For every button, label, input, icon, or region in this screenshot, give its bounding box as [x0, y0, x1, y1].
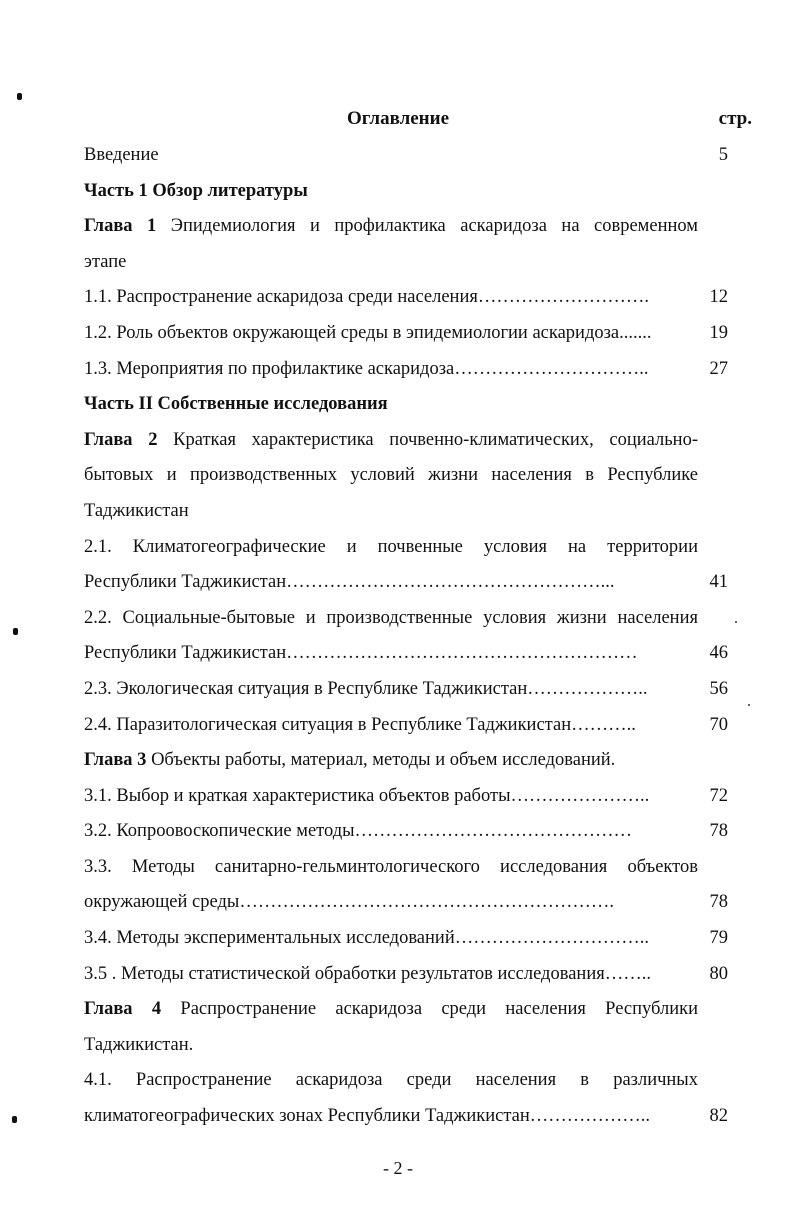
toc-entry-page: 70 [709, 714, 728, 735]
toc-entry-text: этапе [84, 251, 127, 272]
table-of-contents [84, 138, 744, 1135]
toc-entry [84, 138, 744, 174]
toc-entry-text: 2.4. Паразитологическая ситуация в Республике Таджикистан……….. [84, 714, 636, 735]
toc-entry-text: Часть 1 Обзор литературы [84, 180, 308, 201]
toc-chapter-heading [84, 423, 744, 459]
toc-entry-page: 79 [709, 928, 728, 949]
toc-chapter-heading [84, 992, 744, 1028]
toc-title: Оглавление [346, 108, 450, 129]
toc-entry [84, 957, 744, 993]
scan-mark [12, 1116, 17, 1123]
toc-part-heading [84, 387, 744, 423]
toc-entry-text: Таджикистан [84, 500, 189, 521]
toc-entry-text: 2.1. Климатогеографические и почвенные условия на территории [84, 536, 698, 557]
toc-entry-text: 1.1. Распространение аскаридоза среди населения………………………. [84, 287, 649, 308]
toc-entry-text: бытовых и производственных условий жизни населения в Республике [84, 465, 698, 486]
toc-entry [84, 530, 744, 566]
toc-part-heading [84, 174, 744, 210]
toc-entry-text: 4.1. Распространение аскаридоза среди населения в различных [84, 1070, 698, 1091]
toc-entry-page: 78 [709, 892, 728, 913]
toc-entry-page: 19 [709, 322, 728, 343]
toc-entry-page: 78 [709, 821, 728, 842]
toc-entry [84, 1099, 744, 1135]
toc-entry-page: 12 [709, 287, 728, 308]
page-column-header: стр. [718, 108, 752, 129]
toc-entry [84, 885, 744, 921]
toc-chapter-heading [84, 743, 744, 779]
toc-entry-page: 82 [709, 1106, 728, 1127]
toc-entry-page: 27 [709, 358, 728, 379]
toc-entry-text: Эпидемиология и профилактика аскаридоза на современном [156, 216, 698, 237]
toc-entry [84, 708, 744, 744]
toc-entry [84, 636, 744, 672]
toc-entry [84, 352, 744, 388]
scan-speck [748, 704, 750, 706]
toc-entry-page: 5 [718, 145, 728, 165]
toc-entry-text: окружающей среды……………………………………………………. [84, 892, 614, 913]
toc-entry-text: климатогеографических зонах Республики Таджикистан……………….. [84, 1106, 651, 1127]
toc-entry [84, 494, 744, 530]
toc-entry [84, 601, 744, 637]
toc-entry-text: 2.3. Экологическая ситуация в Республике Таджикистан……………….. [84, 678, 648, 699]
toc-entry [84, 1063, 744, 1099]
chapter-label: Глава 2 [84, 429, 158, 450]
toc-entry-text: Республики Таджикистан………………………………………………… [84, 643, 638, 664]
toc-entry-page: 41 [709, 572, 728, 593]
chapter-label: Глава 1 [84, 216, 157, 237]
toc-entry [84, 245, 744, 281]
toc-entry-text: 3.1. Выбор и краткая характеристика объектов работы………………….. [84, 785, 650, 806]
toc-entry-text: 1.2. Роль объектов окружающей среды в эпидемиологии аскаридоза....... [84, 322, 652, 343]
toc-entry [84, 779, 744, 815]
toc-entry-text: Краткая характеристика почвенно-климатических, социально- [157, 429, 698, 450]
toc-entry-text: 2.2. Социальные-бытовые и производственные условия жизни населения [84, 607, 698, 628]
toc-entry-text: Часть II Собственные исследования [84, 394, 388, 415]
toc-entry-page: 56 [709, 678, 728, 699]
toc-entry [84, 672, 744, 708]
toc-entry-text: 3.3. Методы санитарно-гельминтологического исследования объектов [84, 856, 698, 877]
toc-entry-text: 3.2. Копроовоскопические методы……………………………………… [84, 821, 633, 842]
scan-mark [13, 628, 18, 635]
toc-entry-page: 72 [709, 785, 728, 806]
page-number: - 2 - [383, 1158, 413, 1178]
toc-entry [84, 850, 744, 886]
toc-entry [84, 1028, 744, 1064]
toc-entry-page: 80 [709, 963, 728, 984]
scan-mark [17, 93, 22, 100]
toc-chapter-heading [84, 209, 744, 245]
toc-entry-text: Введение [84, 145, 159, 165]
toc-entry-text: Таджикистан. [84, 1034, 194, 1055]
chapter-label: Глава 3 [84, 750, 147, 771]
toc-entry-text: Распространение аскаридоза среди населения Республики [161, 999, 698, 1020]
toc-entry-text: Объекты работы, материал, методы и объем исследований. [146, 750, 616, 771]
toc-entry-text: 3.4. Методы экспериментальных исследований………………………….. [84, 928, 649, 949]
chapter-label: Глава 4 [84, 999, 162, 1020]
toc-entry [84, 565, 744, 601]
toc-entry-text: Республики Таджикистан……………………………………………... [84, 572, 615, 593]
toc-entry-page: 46 [709, 643, 728, 664]
toc-entry-text: 3.5 . Методы статистической обработки результатов исследования…….. [84, 963, 651, 984]
toc-entry [84, 921, 744, 957]
toc-entry [84, 316, 744, 352]
toc-entry [84, 814, 744, 850]
toc-entry-text: 1.3. Мероприятия по профилактике аскаридоза………………………….. [84, 358, 649, 379]
toc-entry [84, 458, 744, 494]
toc-entry [84, 280, 744, 316]
